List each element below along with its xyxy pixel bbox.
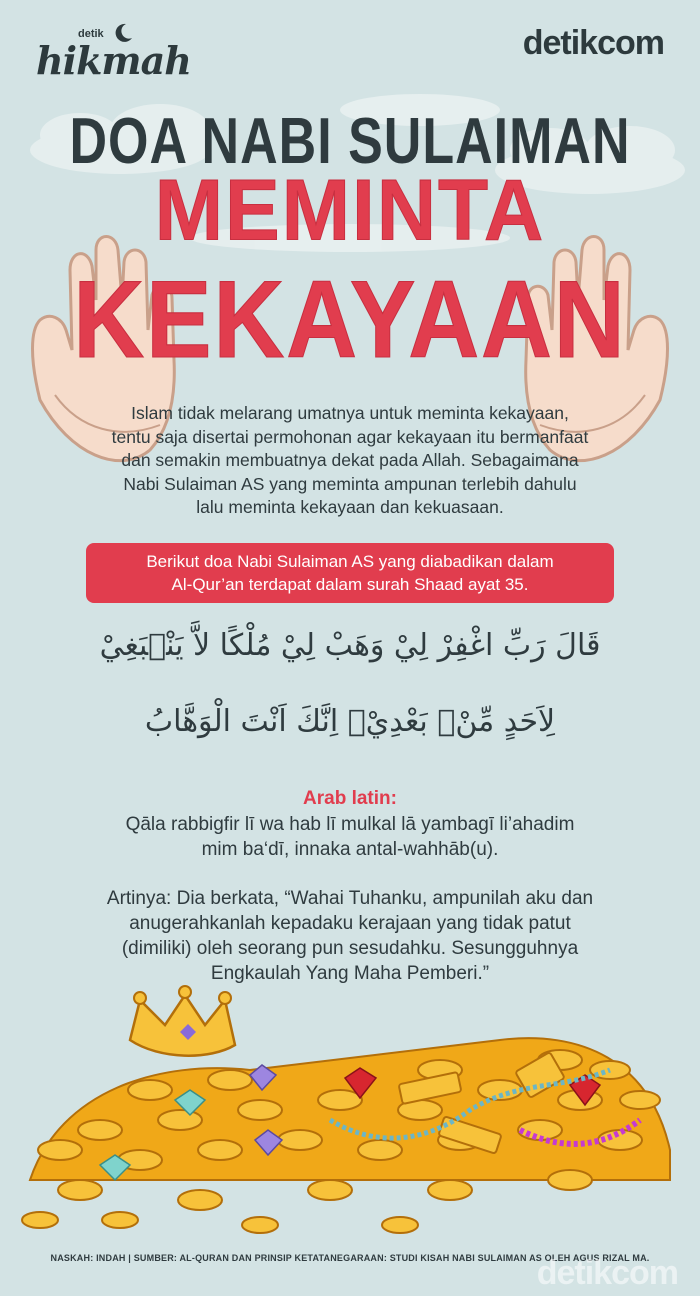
logo-main-text: hikmah (36, 38, 191, 83)
meaning-line: Engkaulah Yang Maha Pemberi.” (210, 963, 490, 984)
logo-small-text: detik (78, 28, 104, 40)
arabic-prayer-line-2: لِاَحَدٍ مِّنْۢ بَعْدِيْۚ اِنَّكَ اَنْتَ الْوَهَّابُ (144, 704, 556, 739)
treasure-pile-illustration (22, 986, 670, 1233)
banner-line: Berikut doa Nabi Sulaiman AS yang diabadikan dalam (146, 552, 554, 571)
meaning-line: anugerahkanlah kepadaku kerajaan yang tidak patut (129, 913, 571, 934)
meaning-line: (dimiliki) oleh seorang pun sesudahku. Sesungguhnya (121, 938, 579, 959)
intro-line: Nabi Sulaiman AS yang meminta ampunan terlebih dahulu (123, 473, 577, 494)
crown-icon (130, 986, 235, 1056)
latin-line: Qāla rabbigfir lī wa hab lī mulkal lā yambagī li’ahadim (125, 814, 575, 835)
info-banner (86, 543, 614, 603)
title-line-3: KEKAYAAN (73, 257, 627, 381)
intro-line: Islam tidak melarang umatnya untuk meminta kekayaan, (131, 403, 569, 423)
intro-line: lalu meminta kekayaan dan kekuasaan. (196, 497, 504, 517)
banner-line: Al-Qur’an terdapat dalam surah Shaad ayat 35. (171, 575, 529, 594)
intro-paragraph (60, 402, 640, 520)
arabic-prayer-line-1: قَالَ رَبِّ اغْفِرْ لِيْ وَهَبْ لِيْ مُلْكًا لاَّ يَنْۢبَغِيْ (99, 628, 601, 663)
meaning-line: Artinya: Dia berkata, “Wahai Tuhanku, ampunilah aku dan (106, 888, 594, 909)
watermark: detikcom (536, 1254, 678, 1292)
logo-detikcom: detikcom (522, 24, 664, 62)
title-line-2: MEMINTA (154, 163, 546, 259)
intro-line: dan semakin membuatnya dekat pada Allah. Sebagaimana (121, 450, 579, 470)
title-line-1: DOA NABI SULAIMAN (69, 105, 631, 178)
latin-line: mim ba‘dī, innaka antal-wahhāb(u). (201, 839, 499, 860)
footer-credit: NASKAH: INDAH | SUMBER: AL-QURAN DAN PRINSIP KETATANEGARAAN: STUDI KISAH NABI SULAIMAN AS OLEH AGUS RIZAL MA. (50, 1253, 650, 1263)
latin-transliteration (50, 812, 650, 862)
meaning-paragraph (50, 886, 650, 986)
intro-line: tentu saja disertai permohonan agar kekayaan itu bermanfaat (111, 426, 589, 447)
latin-heading: Arab latin: (303, 788, 397, 809)
